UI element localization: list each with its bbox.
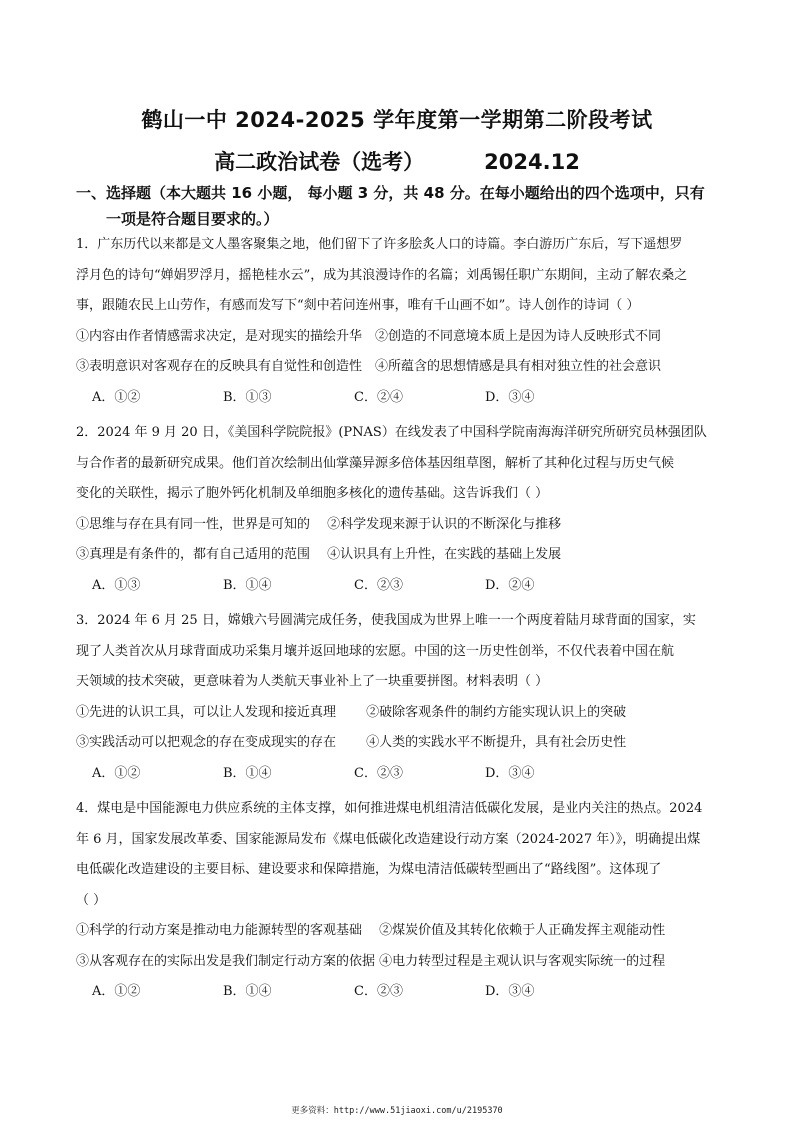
option-a: A．①③	[92, 577, 141, 593]
question-stem-line: 现了人类首次从月球背面成功采集月壤并返回地球的宏愿。中国的这一历史性创举，不仅代表着中国在航	[76, 643, 675, 659]
statement-line: ③真理是有条件的，都有自己适用的范围 ④认识具有上升性，在实践的基础上发展	[76, 547, 562, 562]
question-stem-line: 事，跟随农民上山劳作，有感而发写下“剡中若问连州事，唯有千山画不如”。诗人创作的诗词（ ）	[76, 298, 640, 313]
option-d: D．②④	[485, 577, 535, 593]
option-d: D．③④	[485, 389, 535, 405]
question-stem-line: 电低碳化改造建设的主要目标、建设要求和保障措施，为煤电清洁低碳转型画出了“路线图”。这体现了	[76, 862, 662, 877]
option-a: A．①②	[92, 389, 141, 405]
question-2	[76, 418, 722, 601]
answer-options	[76, 571, 722, 602]
option-d: D．③④	[485, 984, 535, 999]
subject-label: 高二政治试卷（选考）	[214, 150, 425, 174]
statement-line: ①内容由作者情感需求决定，是对现实的描绘升华 ②创造的不同意境本质上是因为诗人反映形式不同	[76, 328, 662, 344]
statement-line: ③表明意识对客观存在的反映具有自觉性和创造性 ④所蕴含的思想情感是具有相对独立性的社会意识	[76, 359, 662, 374]
option-b: B．①④	[223, 577, 272, 593]
question-stem-line: 1．广东历代以来都是文人墨客聚集之地，他们留下了许多脍炙人口的诗篇。李白游历广东后，写下遥想罗	[76, 237, 683, 252]
question-stem-line: 2．2024 年 9 月 20 日，《美国科学院院报》(PNAS）在线发表了中国科学院南海海洋研究所研究员林强团队	[76, 425, 707, 440]
section-heading	[76, 180, 726, 232]
exam-subtitle	[0, 146, 794, 176]
answer-options	[76, 977, 722, 1008]
statement-line: ①思维与存在具有同一性，世界是可知的 ②科学发现来源于认识的不断深化与推移	[76, 516, 562, 532]
question-stem-line: 浮月色的诗句“婵娟罗浮月，摇艳桂水云”，成为其浪漫诗作的名篇；刘禹锡任职广东期间，主动了解农桑之	[76, 267, 688, 283]
statement-line: ③实践活动可以把观念的存在变成现实的存在 ④人类的实践水平不断提升，具有社会历史性	[76, 735, 627, 750]
question-stem-line: 年 6 月，国家发展改革委、国家能源局发布《煤电低碳化改造建设行动方案（2024-2027 年）》，明确提出煤	[76, 831, 701, 847]
question-stem-line: 4．煤电是中国能源电力供应系统的主体支撑，如何推进煤电机组清洁低碳化发展，是业内关注的热点。2024	[76, 801, 703, 816]
question-stem-line: （ ）	[76, 892, 107, 908]
option-b: B．①④	[223, 984, 272, 999]
option-c: C．②④	[354, 389, 403, 405]
exam-title: 鹤山一中 2024-2025 学年度第一学期第二阶段考试	[141, 108, 653, 132]
question-4	[76, 794, 722, 1008]
statement-line: ①科学的行动方案是推动电力能源转型的客观基础 ②煤炭价值及其转化依赖于人正确发挥主观能动性	[76, 923, 666, 938]
question-stem-line: 天领域的技术突破，更意味着为人类航天事业补上了一块重要拼图。材料表明（ ）	[76, 674, 549, 689]
option-b: B．①④	[223, 765, 272, 781]
question-1	[76, 230, 722, 413]
statement-line: ③从客观存在的实际出发是我们制定行动方案的依据 ④电力转型过程是主观认识与客观实际统一的过程	[76, 953, 666, 969]
answer-options	[76, 383, 722, 414]
option-d: D．③④	[485, 765, 535, 781]
question-stem-line: 3．2024 年 6 月 25 日，嫦娥六号圆满完成任务，使我国成为世界上唯一一个两度着陆月球背面的国家，实	[76, 613, 696, 628]
statement-line: ①先进的认识工具，可以让人发现和接近真理 ②破除客观条件的制约方能实现认识上的突破	[76, 704, 627, 720]
option-c: C．②③	[354, 984, 403, 999]
exam-date: 2024.12	[484, 150, 580, 174]
option-b: B．①③	[223, 389, 272, 405]
question-3	[76, 606, 722, 789]
section-line-1: 一、选择题（本大题共 16 小题， 每小题 3 分，共 48 分。在每小题给出的四个选项中，只有	[76, 184, 705, 202]
question-stem-line: 变化的关联性，揭示了胞外钙化机制及单细胞多核化的遗传基础。这告诉我们（ ）	[76, 486, 549, 501]
answer-options	[76, 759, 722, 790]
option-c: C．②③	[354, 765, 403, 781]
option-c: C．②③	[354, 577, 403, 593]
section-line-2: 一项是符合题目要求的。）	[106, 210, 279, 228]
question-stem-line: 与合作者的最新研究成果。他们首次绘制出仙掌藻异源多倍体基因组草图，解析了其种化过程与历史气候	[76, 455, 675, 471]
option-a: A．①②	[92, 765, 141, 781]
option-a: A．①②	[92, 984, 141, 999]
footer-link[interactable]: 更多资料：http://www.51jiaoxi.com/u/2195370	[291, 1106, 503, 1116]
